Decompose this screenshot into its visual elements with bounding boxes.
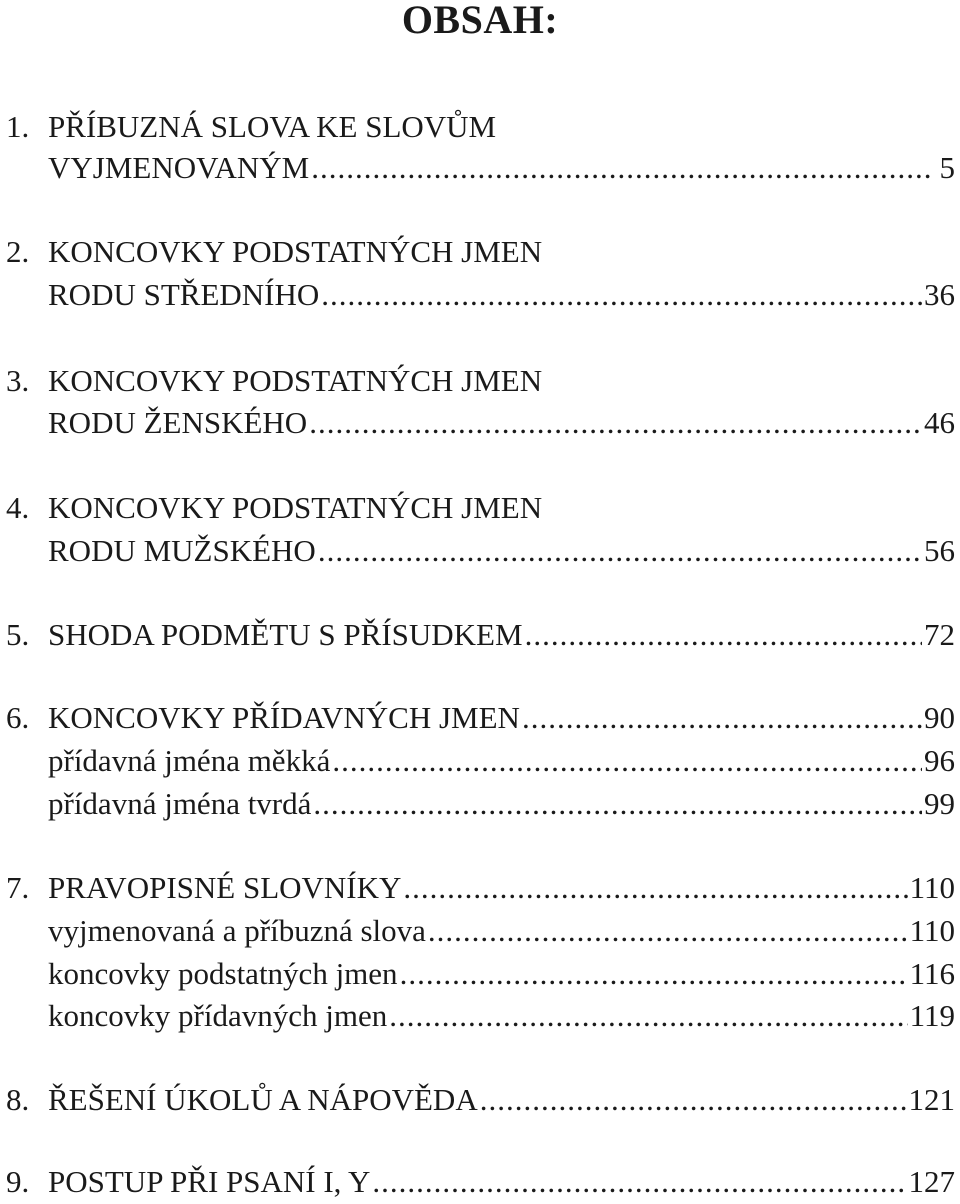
dot-leader bbox=[428, 911, 908, 951]
toc-entry-number: 8. bbox=[6, 1082, 30, 1117]
toc-page-number: 110 bbox=[909, 913, 955, 948]
toc-entry-title: RODU ŽENSKÉHO bbox=[48, 405, 308, 440]
toc-entry-number: 9. bbox=[6, 1164, 30, 1199]
toc-subentry[interactable] bbox=[0, 741, 955, 781]
toc-subentry-title: přídavná jména tvrdá bbox=[48, 786, 312, 821]
toc-entry-title: KONCOVKY PŘÍDAVNÝCH JMEN bbox=[48, 700, 520, 735]
toc-page-number: 46 bbox=[924, 405, 955, 440]
toc-entry-title: RODU STŘEDNÍHO bbox=[48, 277, 320, 312]
toc-entry-8[interactable] bbox=[0, 1080, 955, 1120]
dot-leader bbox=[313, 784, 922, 824]
dot-leader bbox=[480, 1080, 907, 1120]
toc-entry-3-line2[interactable] bbox=[0, 403, 955, 443]
toc-entry-2-line1 bbox=[0, 232, 955, 272]
toc-subentry-title: přídavná jména měkká bbox=[48, 743, 331, 778]
toc-entry-title: KONCOVKY PODSTATNÝCH JMEN bbox=[48, 363, 543, 398]
dot-leader bbox=[525, 615, 922, 655]
toc-entry-number: 5. bbox=[6, 617, 30, 652]
toc-entry-number: 3. bbox=[6, 363, 30, 398]
toc-entry-title: PŘÍBUZNÁ SLOVA KE SLOVŮM bbox=[48, 109, 497, 144]
dot-leader bbox=[389, 996, 907, 1036]
toc-entry-2-line2[interactable] bbox=[0, 275, 955, 315]
toc-entry-title: KONCOVKY PODSTATNÝCH JMEN bbox=[48, 490, 543, 525]
toc-entry-6[interactable] bbox=[0, 698, 955, 738]
toc-entry-title: KONCOVKY PODSTATNÝCH JMEN bbox=[48, 234, 543, 269]
toc-entry-title: VYJMENOVANÝM bbox=[48, 150, 310, 185]
toc-page-number: 110 bbox=[909, 870, 955, 905]
dot-leader bbox=[321, 275, 922, 315]
toc-entry-1-line1 bbox=[0, 107, 955, 147]
toc-entry-title: POSTUP PŘI PSANÍ I, Y bbox=[48, 1164, 371, 1199]
dot-leader bbox=[522, 698, 922, 738]
dot-leader bbox=[400, 954, 908, 994]
page-title: OBSAH: bbox=[401, 0, 559, 42]
toc-entry-title: PRAVOPISNÉ SLOVNÍKY bbox=[48, 870, 402, 905]
toc-page-number: 96 bbox=[924, 743, 955, 778]
dot-leader bbox=[318, 531, 922, 571]
toc-entry-number: 4. bbox=[6, 490, 30, 525]
toc-page-number: 56 bbox=[924, 533, 955, 568]
toc-entry-number: 7. bbox=[6, 870, 30, 905]
toc-subentry[interactable] bbox=[0, 996, 955, 1036]
toc-entry-number: 2. bbox=[6, 234, 30, 269]
toc-entry-title: SHODA PODMĚTU S PŘÍSUDKEM bbox=[48, 617, 523, 652]
toc-subentry[interactable] bbox=[0, 954, 955, 994]
toc-page-number: 90 bbox=[924, 700, 955, 735]
toc-entry-4-line1 bbox=[0, 488, 955, 528]
toc-entry-3-line1 bbox=[0, 361, 955, 401]
toc-page-number: 99 bbox=[924, 786, 955, 821]
dot-leader bbox=[309, 403, 922, 443]
toc-page-number: 72 bbox=[924, 617, 955, 652]
toc-entry-4-line2[interactable] bbox=[0, 531, 955, 571]
toc-subentry[interactable] bbox=[0, 911, 955, 951]
toc-subentry-title: koncovky podstatných jmen bbox=[48, 956, 398, 991]
toc-entry-7[interactable] bbox=[0, 868, 955, 908]
toc-page-number: 5 bbox=[939, 150, 955, 185]
toc-subentry[interactable] bbox=[0, 784, 955, 824]
toc-page-number: 121 bbox=[908, 1082, 955, 1117]
toc-entry-5[interactable] bbox=[0, 615, 955, 655]
dot-leader bbox=[403, 868, 907, 908]
toc-entry-1-line2[interactable] bbox=[0, 148, 955, 188]
dot-leader bbox=[311, 148, 933, 188]
toc-entry-9[interactable] bbox=[0, 1162, 955, 1202]
toc-subentry-title: vyjmenovaná a příbuzná slova bbox=[48, 913, 426, 948]
toc-entry-number: 6. bbox=[6, 700, 30, 735]
toc-entry-title: ŘEŠENÍ ÚKOLŮ A NÁPOVĚDA bbox=[48, 1082, 478, 1117]
toc-entry-title: RODU MUŽSKÉHO bbox=[48, 533, 316, 568]
dot-leader bbox=[372, 1162, 906, 1202]
toc-page-number: 36 bbox=[924, 277, 955, 312]
toc-page-number: 127 bbox=[908, 1164, 955, 1199]
toc-page-number: 116 bbox=[909, 956, 955, 991]
toc-subentry-title: koncovky přídavných jmen bbox=[48, 998, 388, 1033]
toc-page-number: 119 bbox=[909, 998, 955, 1033]
toc-entry-number: 1. bbox=[6, 109, 30, 144]
dot-leader bbox=[332, 741, 922, 781]
